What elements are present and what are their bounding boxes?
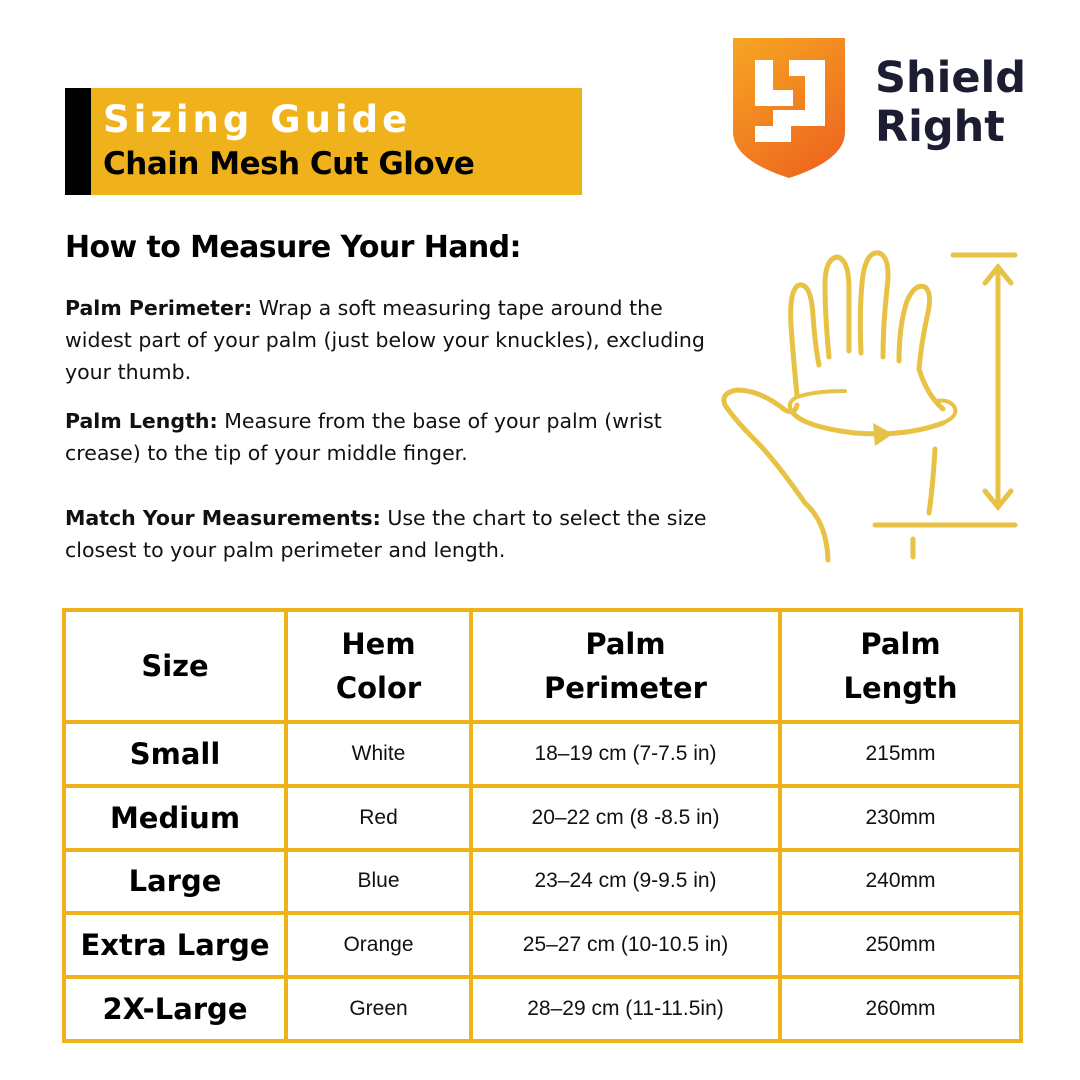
header-perimeter-line1: Palm xyxy=(585,627,666,661)
header-hem-line2: Color xyxy=(335,671,422,705)
header-hem-line1: Hem xyxy=(341,627,416,661)
table-row xyxy=(64,850,1021,914)
brand-name-line2: Right xyxy=(875,102,1005,152)
hem-color-cell: Green xyxy=(286,977,471,1041)
table-row xyxy=(64,722,1021,786)
match-text: Use the chart to select the size closest to your palm perimeter and length. xyxy=(65,506,707,562)
palm-length-cell: 215mm xyxy=(780,722,1021,786)
hem-color-cell: Orange xyxy=(286,913,471,977)
hem-color-cell: Blue xyxy=(286,850,471,914)
hand-measure-icon xyxy=(715,245,1035,570)
palm-perimeter-label: Palm Perimeter: xyxy=(65,296,253,320)
palm-perimeter-cell: 20–22 cm (8 -8.5 in) xyxy=(471,786,780,850)
table-row xyxy=(64,977,1021,1041)
palm-perimeter-cell: 23–24 cm (9-9.5 in) xyxy=(471,850,780,914)
match-label: Match Your Measurements: xyxy=(65,506,381,530)
table-row xyxy=(64,913,1021,977)
brand-logo xyxy=(733,38,1053,178)
brand-name-line1: Shield xyxy=(875,53,1027,103)
palm-length-instruction xyxy=(65,405,665,469)
header-perimeter-line2: Perimeter xyxy=(544,671,707,705)
header-palm-length xyxy=(780,610,1021,722)
palm-perimeter-instruction xyxy=(65,292,735,388)
header-length-line2: Length xyxy=(843,671,958,705)
header-hem-color xyxy=(286,610,471,722)
instructions-heading: How to Measure Your Hand: xyxy=(65,230,521,265)
product-subtitle: Chain Mesh Cut Glove xyxy=(103,146,475,182)
size-cell: Large xyxy=(64,850,286,914)
palm-length-cell: 260mm xyxy=(780,977,1021,1041)
shield-s-logo-icon xyxy=(733,38,845,178)
match-instruction xyxy=(65,502,715,566)
palm-length-label: Palm Length: xyxy=(65,409,218,433)
size-cell: Extra Large xyxy=(64,913,286,977)
brand-name xyxy=(875,54,1026,152)
header-palm-perimeter xyxy=(471,610,780,722)
palm-perimeter-cell: 18–19 cm (7-7.5 in) xyxy=(471,722,780,786)
banner-accent-bar xyxy=(65,88,91,195)
header-size: Size xyxy=(64,610,286,722)
palm-perimeter-cell: 28–29 cm (11-11.5in) xyxy=(471,977,780,1041)
size-cell: 2X-Large xyxy=(64,977,286,1041)
header-length-line1: Palm xyxy=(860,627,941,661)
palm-perimeter-text: Wrap a soft measuring tape around the widest part of your palm (just below your knuckles), excluding your thumb. xyxy=(65,296,705,384)
page-title: Sizing Guide xyxy=(103,98,412,141)
title-banner xyxy=(91,88,582,195)
hem-color-cell: White xyxy=(286,722,471,786)
palm-length-cell: 250mm xyxy=(780,913,1021,977)
size-cell: Medium xyxy=(64,786,286,850)
size-chart-table xyxy=(62,608,1023,1043)
palm-length-cell: 230mm xyxy=(780,786,1021,850)
table-row xyxy=(64,786,1021,850)
table-header-row xyxy=(64,610,1021,722)
palm-perimeter-cell: 25–27 cm (10-10.5 in) xyxy=(471,913,780,977)
hem-color-cell: Red xyxy=(286,786,471,850)
size-cell: Small xyxy=(64,722,286,786)
palm-length-text: Measure from the base of your palm (wrist crease) to the tip of your middle finger. xyxy=(65,409,662,465)
palm-length-cell: 240mm xyxy=(780,850,1021,914)
